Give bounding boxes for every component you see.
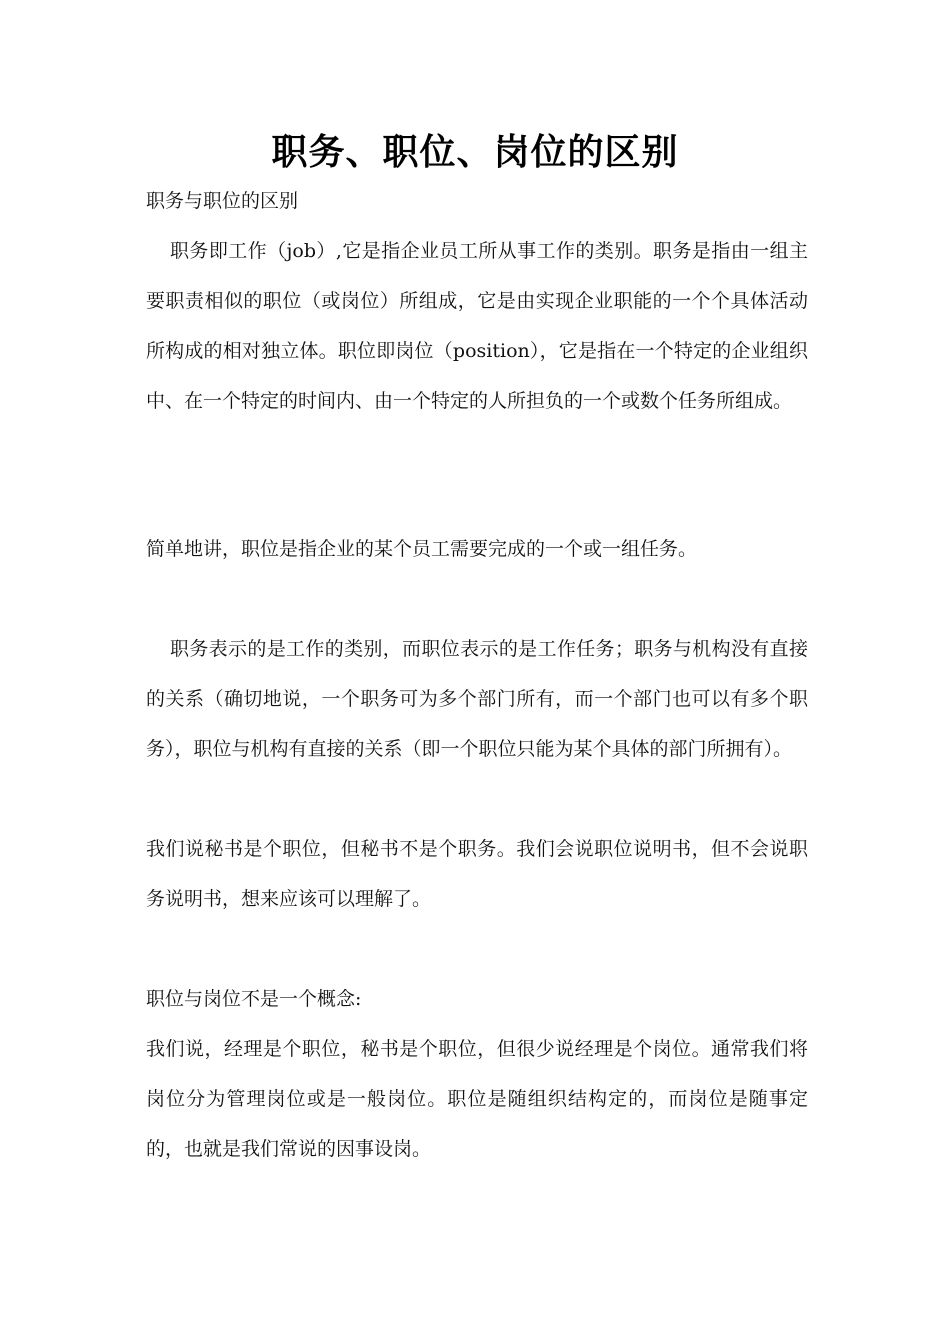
paragraph-manager-example: 我们说，经理是个职位，秘书是个职位，但很少说经理是个岗位。通常我们将岗位分为管理岗位或是一般岗位。职位是随组织结构定的，而岗位是随事定的，也就是我们常说的因事设岗。 bbox=[146, 1038, 808, 1160]
paragraph-job-vs-position-difference: 职务表示的是工作的类别，而职位表示的是工作任务；职务与机构没有直接的关系（确切地说，一个职务可为多个部门所有，而一个部门也可以有多个职务），职位与机构有直接的关系（即一个职位只能为某个具体的部门所拥有）。 bbox=[146, 638, 808, 760]
section-heading-position-vs-post: 职位与岗位不是一个概念: bbox=[146, 988, 362, 1010]
section-heading-job-vs-position: 职务与职位的区别 bbox=[146, 190, 299, 212]
paragraph-simple-explanation: 简单地讲，职位是指企业的某个员工需要完成的一个或一组任务。 bbox=[146, 538, 698, 560]
paragraph-job-definition: 职务即工作（job）,它是指企业员工所从事工作的类别。职务是指由一组主要职责相似的职位（或岗位）所组成，它是由实现企业职能的一个个具体活动所构成的相对独立体。职位即岗位（position），它是指在一个特定的企业组织中、在一个特定的时间内、由一个特定的人所担负的一个或数个任务所组成。 bbox=[146, 240, 808, 412]
paragraph-secretary-example: 我们说秘书是个职位，但秘书不是个职务。我们会说职位说明书，但不会说职务说明书，想来应该可以理解了。 bbox=[146, 838, 808, 910]
document-title: 职务、职位、岗位的区别 bbox=[271, 132, 679, 173]
